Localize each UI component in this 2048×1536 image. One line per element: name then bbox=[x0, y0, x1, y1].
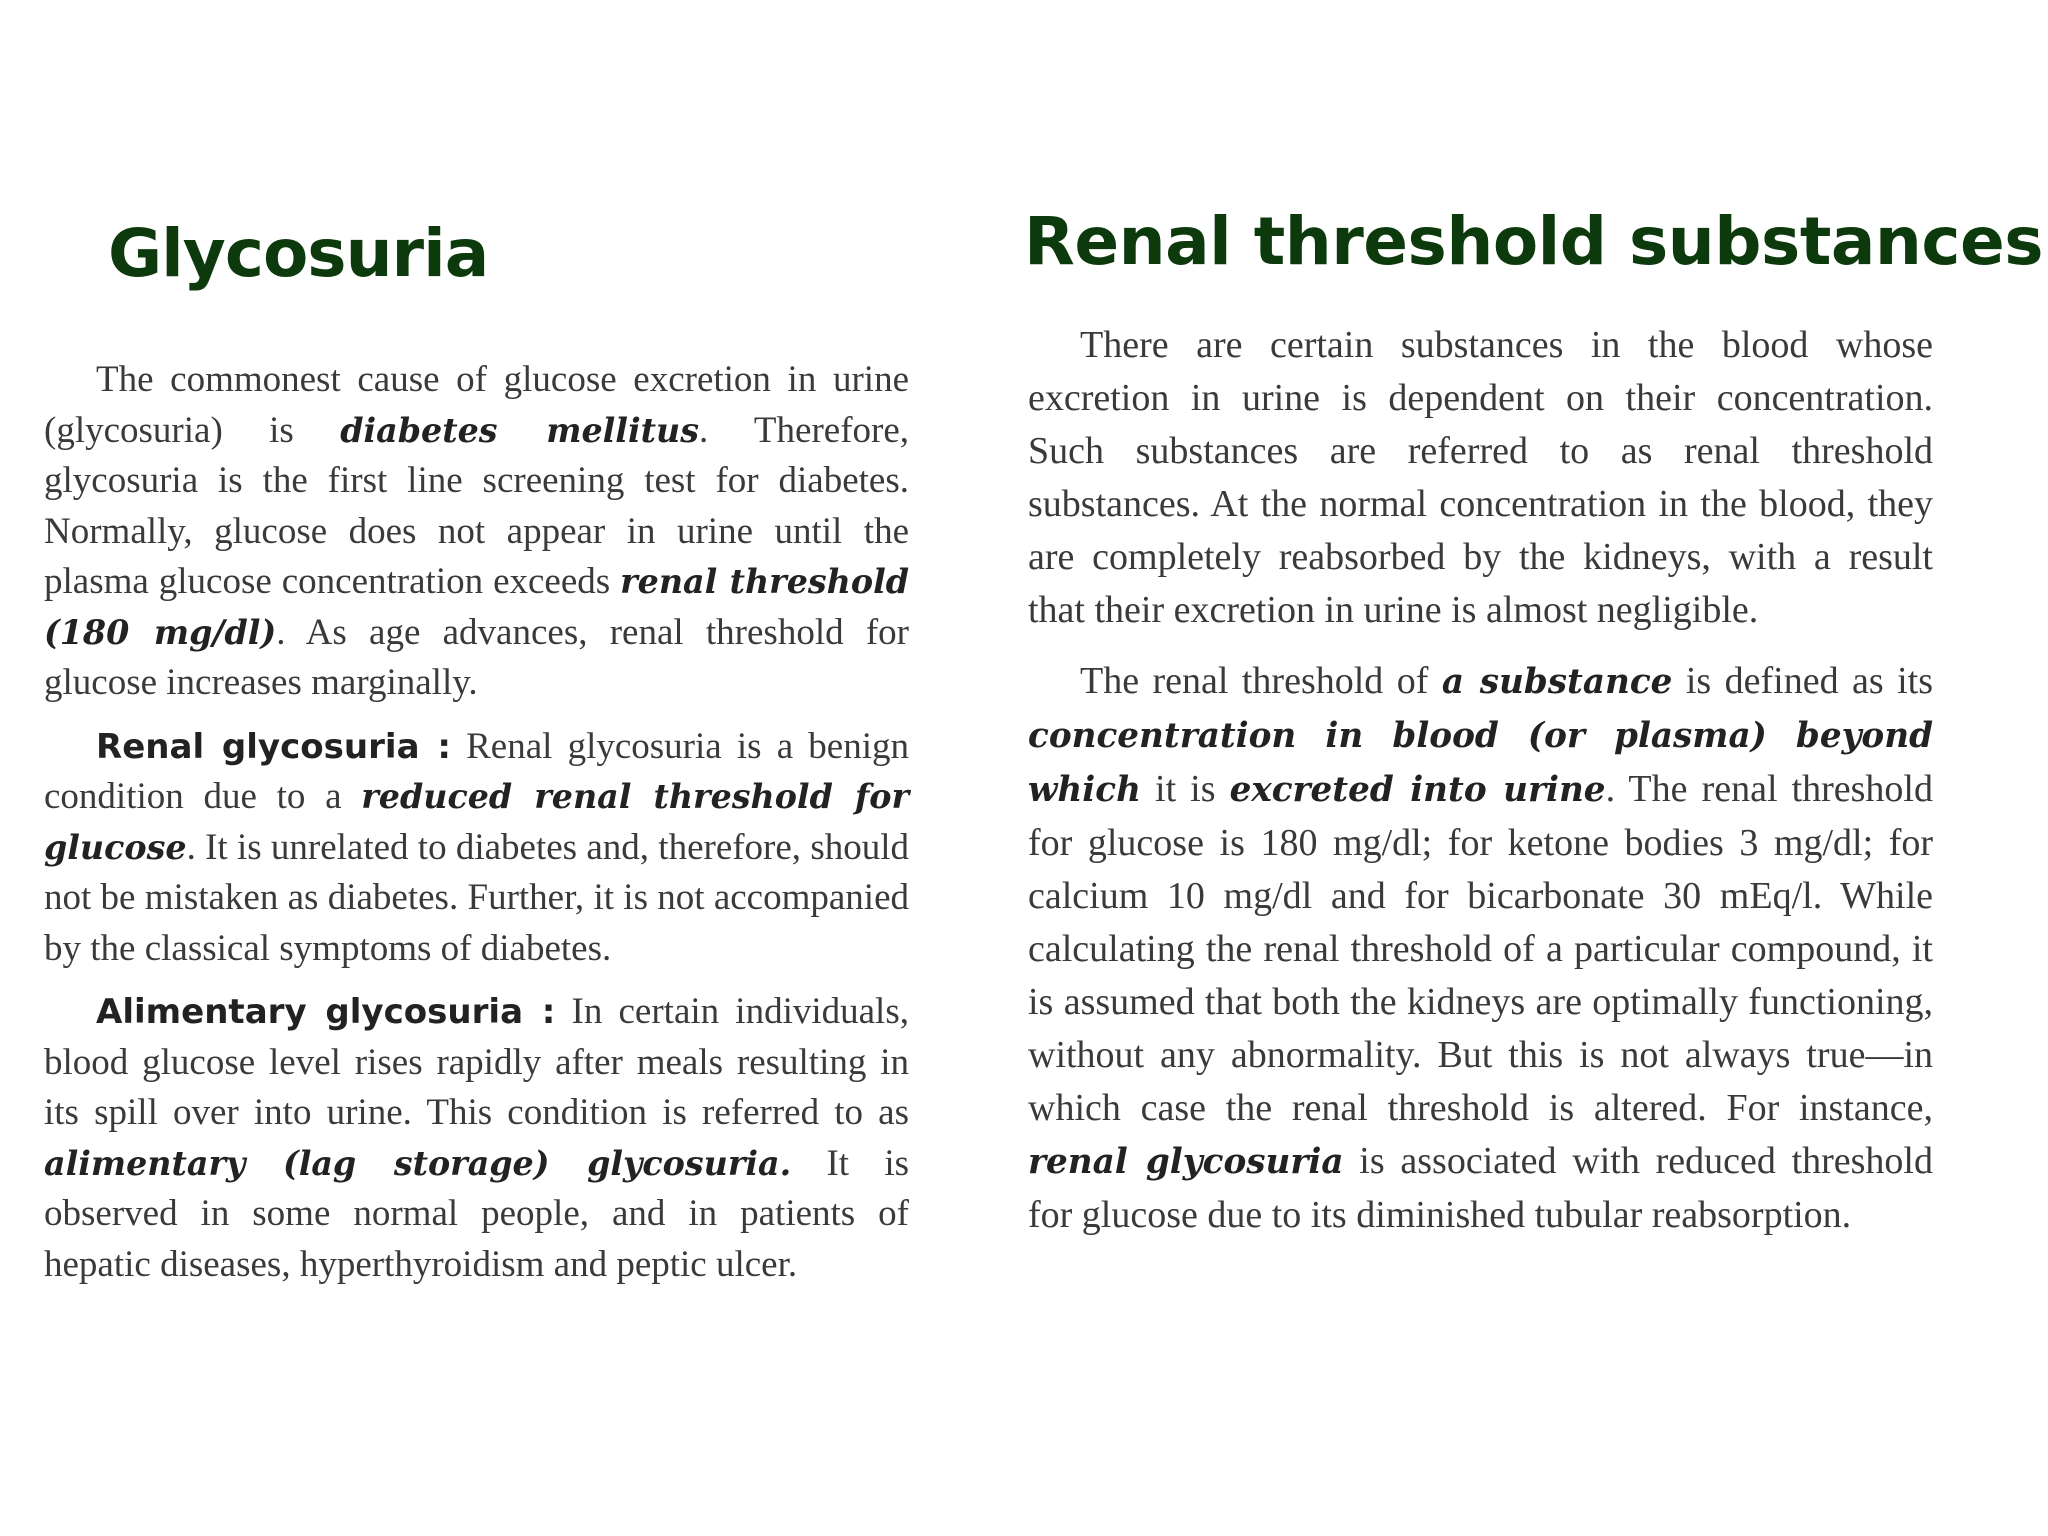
emphasis-renal-glycosuria: renal glycosuria bbox=[1028, 1142, 1344, 1182]
emphasis-renal-threshold: renal threshold (180 mg/dl) bbox=[44, 562, 909, 652]
text-segment: In certain individuals, blood glucose level rises rapidly after meals resulting in its spill over into urine. This condition is referred to as bbox=[44, 991, 909, 1133]
renal-threshold-paragraph-2 bbox=[1028, 655, 1933, 1242]
text-segment: . It is unrelated to diabetes and, therefore, should not be mistaken as diabetes. Further, it is not accompanied by the classical symptoms of diabetes. bbox=[44, 826, 909, 969]
text-segment: . Therefore, glycosuria is the first line screening test for diabetes. Normally, glucose does not appear in urine until the plasma glucose concentration exceeds bbox=[44, 409, 910, 602]
renal-threshold-title: Renal threshold substances bbox=[1024, 203, 2044, 280]
text-segment: . As age advances, renal threshold for glucose increases marginally. bbox=[44, 611, 909, 703]
renal-glycosuria-paragraph bbox=[44, 722, 909, 975]
text-segment: Renal glycosuria is a benign condition due to a bbox=[44, 725, 909, 817]
emphasis-diabetes-mellitus: diabetes mellitus bbox=[340, 410, 699, 450]
emphasis-alimentary-glycosuria: alimentary (lag storage) glycosuria. bbox=[44, 1143, 792, 1183]
text-segment: is associated with reduced threshold for glucose due to its diminished tubular reabsorption. bbox=[1028, 1140, 1933, 1236]
text-segment: is defined as its bbox=[1672, 660, 1933, 702]
emphasis-a-substance: a substance bbox=[1441, 662, 1673, 702]
text-segment: . The renal threshold for glucose is 180 mg/dl; for ketone bodies 3 mg/dl; for calcium 10 mg/dl and for bicarbonate 30 mEq/l. While calculating the renal threshold of a particular compound, it is assumed that both the kidneys are optimally functioning, without any abnormality. But this is not always true—in which case the renal threshold is altered. For instance, bbox=[1028, 768, 1933, 1129]
emphasis-concentration-definition: concentration in blood (or plasma) beyond which bbox=[1028, 716, 1933, 810]
text-segment: It is observed in some normal people, and in patients of hepatic diseases, hyperthyroidism and peptic ulcer. bbox=[44, 1142, 910, 1285]
renal-glycosuria-heading: Renal glycosuria : bbox=[96, 726, 451, 767]
alimentary-glycosuria-heading: Alimentary glycosuria : bbox=[96, 992, 556, 1032]
glycosuria-title: Glycosuria bbox=[108, 215, 489, 292]
emphasis-reduced-renal-threshold: reduced renal threshold for glucose bbox=[44, 777, 909, 867]
renal-threshold-column bbox=[1028, 319, 1933, 1242]
renal-threshold-paragraph-1 bbox=[1028, 319, 1933, 637]
glycosuria-column bbox=[44, 355, 909, 1290]
glycosuria-paragraph-1 bbox=[44, 355, 909, 709]
text-segment: The commonest cause of glucose excretion in urine (glycosuria) is bbox=[44, 359, 909, 451]
emphasis-excreted-into-urine: excreted into urine bbox=[1229, 770, 1606, 810]
alimentary-glycosuria-paragraph bbox=[44, 987, 909, 1290]
text-segment: There are certain substances in the blood whose excretion in urine is dependent on their concentration. Such substances are referred to as renal threshold substances. At the normal concentration in the blood, they are completely reabsorbed by the kidneys, with a result that their excretion in urine is almost negligible. bbox=[1028, 324, 1933, 631]
text-segment: The renal threshold of bbox=[1080, 660, 1442, 702]
text-segment: it is bbox=[1140, 768, 1230, 810]
